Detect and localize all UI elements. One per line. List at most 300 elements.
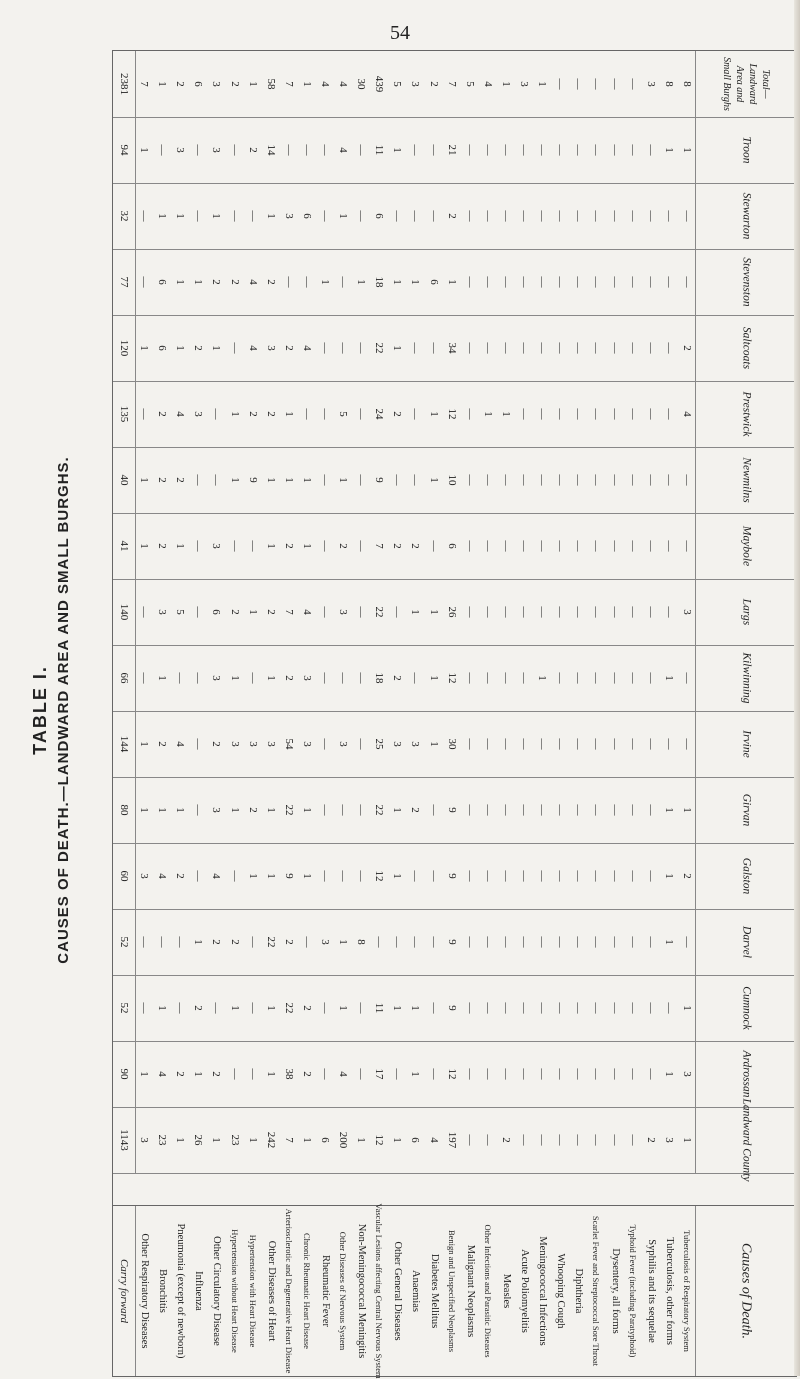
table-cell: [280, 117, 298, 183]
cell-value: 1: [680, 1005, 693, 1011]
table-cell: [352, 249, 370, 315]
cell-value: 1: [499, 411, 512, 417]
cell-value: 2: [228, 609, 241, 615]
cell-value: 4: [156, 1071, 169, 1077]
cell-value: 22: [373, 342, 386, 354]
table-cell: [370, 579, 388, 645]
cell-value: —: [481, 606, 494, 618]
cell-value: 2: [391, 675, 404, 681]
table-cell: [425, 909, 443, 975]
table-cell: [298, 249, 316, 315]
table-cell: [443, 117, 461, 183]
cell-value: —: [590, 474, 603, 486]
cell-value: 10: [445, 474, 458, 486]
cell-value: —: [680, 210, 693, 222]
table-cell: [515, 117, 533, 183]
cell-value: —: [662, 540, 675, 552]
row-header: [695, 909, 796, 975]
cell-value: 2: [156, 411, 169, 417]
cell-value: 1: [409, 279, 422, 285]
cell-value: 1: [300, 807, 313, 813]
cell-value: 4: [174, 741, 187, 747]
cell-value: —: [554, 870, 567, 882]
cause-label: Acute Poliomyelitis: [519, 1249, 531, 1333]
table-cell: [660, 1041, 678, 1107]
cell-value: —: [662, 342, 675, 354]
row-header: [695, 117, 796, 183]
table-cell: [352, 183, 370, 249]
table-cell: [334, 51, 352, 117]
cell-value: 1: [337, 477, 350, 483]
cell-value: 3: [300, 741, 313, 747]
table-row: [113, 975, 796, 1042]
cell-value: —: [626, 1002, 639, 1014]
cause-label-cell: [497, 1206, 515, 1376]
cell-value: 18: [373, 276, 386, 288]
table-cell: [479, 843, 497, 909]
table-cell: [461, 975, 479, 1041]
cell-value: —: [572, 474, 585, 486]
cell-value: —: [463, 672, 476, 684]
table-cell: [298, 711, 316, 777]
table-cell: [642, 117, 660, 183]
table-cell: [587, 183, 605, 249]
table-cell: [660, 447, 678, 513]
cell-value: —: [300, 936, 313, 948]
cell-value: —: [572, 936, 585, 948]
cell-value: —: [391, 1068, 404, 1080]
cause-label-cell: [443, 1206, 461, 1376]
table-cell: [587, 513, 605, 579]
table-cell: [280, 711, 298, 777]
cell-value: —: [590, 672, 603, 684]
cause-label-cell: [678, 1206, 696, 1376]
cause-label: Malignant Neoplasms: [464, 1244, 476, 1338]
table-cell: [135, 975, 153, 1041]
table-cell: [425, 381, 443, 447]
cell-value: 4: [156, 873, 169, 879]
table-cell: [606, 1107, 624, 1173]
table-cell: [479, 975, 497, 1041]
row-total-cell: [113, 579, 136, 645]
table-cell: [280, 975, 298, 1041]
table-cell: [207, 711, 225, 777]
cell-value: 9: [445, 939, 458, 945]
cell-value: —: [554, 1134, 567, 1146]
table-cell: [388, 51, 406, 117]
table-cell: [443, 843, 461, 909]
table-cell: [189, 447, 207, 513]
table-cell: [497, 249, 515, 315]
table-cell: [244, 843, 262, 909]
cell-value: —: [536, 540, 549, 552]
table-cell: [479, 117, 497, 183]
cell-value: 14: [264, 144, 277, 156]
row-header-label: Largs: [740, 598, 753, 626]
row-total-cell: [113, 909, 136, 975]
table-cell: [678, 1041, 696, 1107]
cell-value: —: [680, 936, 693, 948]
table-cell: [244, 777, 262, 843]
table-cell: [642, 777, 660, 843]
table-cell: [533, 909, 551, 975]
table-cell: [153, 843, 171, 909]
cause-label: Typhoid Fever (including Paratyphoid): [627, 1224, 638, 1358]
table-cell: [406, 975, 424, 1041]
table-cell: [443, 447, 461, 513]
cell-value: —: [680, 474, 693, 486]
table-cell: [479, 513, 497, 579]
table-cell: [189, 909, 207, 975]
carry-forward: Carry forward: [118, 1258, 130, 1324]
cause-label-cell: [461, 1206, 479, 1376]
cell-value: —: [427, 870, 440, 882]
cell-value: —: [662, 1002, 675, 1014]
row-header: [695, 777, 796, 843]
table-cell: [515, 513, 533, 579]
cell-value: —: [427, 936, 440, 948]
cause-label: Other General Diseases: [392, 1241, 404, 1341]
cell-value: 8: [680, 81, 693, 87]
cell-value: 1: [264, 477, 277, 483]
cell-value: 1: [680, 1137, 693, 1143]
cell-value: 2: [264, 609, 277, 615]
table-cell: [443, 909, 461, 975]
row-header-label: Galston: [740, 857, 753, 895]
table-cell: [515, 1041, 533, 1107]
row-total: 135: [118, 405, 130, 423]
table-cell: [153, 975, 171, 1041]
cell-value: —: [590, 606, 603, 618]
row-total: 120: [118, 339, 130, 357]
cell-value: —: [536, 606, 549, 618]
cell-value: 1: [210, 1137, 223, 1143]
row-header: [695, 579, 796, 645]
table-cell: [316, 315, 334, 381]
cell-value: —: [192, 144, 205, 156]
table-cell: [551, 645, 569, 711]
cell-value: —: [590, 540, 603, 552]
table-cell: [551, 381, 569, 447]
cell-value: —: [626, 606, 639, 618]
cell-value: 17: [373, 1068, 386, 1080]
cell-value: 9: [246, 477, 259, 483]
table-cell: [569, 777, 587, 843]
table-cell: [280, 381, 298, 447]
cell-value: —: [572, 672, 585, 684]
cell-value: 3: [337, 741, 350, 747]
table-cell: [153, 51, 171, 117]
cause-label: Influenza: [193, 1271, 205, 1311]
cell-value: —: [518, 738, 531, 750]
row-header-label: Stewarton: [740, 192, 753, 240]
table-cell: [316, 711, 334, 777]
cell-value: —: [228, 144, 241, 156]
table-cell: [370, 447, 388, 513]
cell-value: 1: [174, 279, 187, 285]
cell-value: 12: [445, 408, 458, 420]
table-cell: [497, 51, 515, 117]
table-cell: [135, 315, 153, 381]
table-cell: [425, 1107, 443, 1173]
table-cell: [388, 117, 406, 183]
cell-value: 2: [409, 807, 422, 813]
table-cell: [189, 1041, 207, 1107]
row-header: [695, 513, 796, 579]
cell-value: —: [138, 672, 151, 684]
row-total: 140: [118, 603, 130, 621]
table-cell: [189, 645, 207, 711]
cause-label-cell: [207, 1206, 225, 1376]
table-cell: [678, 183, 696, 249]
table-title-block: [22, 300, 80, 1120]
row-total-cell: [113, 1041, 136, 1107]
table-row: [113, 117, 796, 184]
table-cell: [334, 381, 352, 447]
table-cell: [569, 1107, 587, 1173]
row-total-cell: [113, 183, 136, 249]
table-cell: [678, 381, 696, 447]
cause-label: Chronic Rheumatic Heart Disease: [301, 1233, 312, 1349]
cell-value: 4: [337, 147, 350, 153]
cell-value: 3: [264, 741, 277, 747]
cell-value: 6: [445, 543, 458, 549]
table-row: [113, 183, 796, 250]
table-cell: [642, 447, 660, 513]
cell-value: 38: [282, 1068, 295, 1080]
row-total: 66: [118, 672, 130, 684]
cell-value: —: [481, 276, 494, 288]
table-cell: [135, 579, 153, 645]
table-cell: [225, 183, 243, 249]
cell-value: —: [572, 1134, 585, 1146]
table-cell: [678, 975, 696, 1041]
cell-value: —: [680, 738, 693, 750]
cell-value: 1: [391, 807, 404, 813]
cell-value: 1: [680, 147, 693, 153]
table-cell: [334, 645, 352, 711]
table-row: [113, 51, 796, 118]
table-cell: [425, 183, 443, 249]
cell-value: 1: [174, 543, 187, 549]
cell-value: 3: [192, 411, 205, 417]
row-total-cell: [113, 1107, 136, 1173]
table-cell: [225, 975, 243, 1041]
table-row: [113, 909, 796, 976]
table-cell: [587, 843, 605, 909]
row-header-label: Saltcoats: [740, 326, 753, 370]
cell-value: —: [680, 276, 693, 288]
row-header: [695, 381, 796, 447]
cell-value: 3: [282, 213, 295, 219]
row-total: 80: [118, 804, 130, 816]
cause-label: Measles: [500, 1273, 512, 1309]
cell-value: —: [319, 210, 331, 222]
table-cell: [225, 513, 243, 579]
cause-label: Bronchitis: [157, 1269, 169, 1313]
cell-value: 1: [264, 213, 277, 219]
cell-value: 3: [300, 675, 313, 681]
table-cell: [678, 645, 696, 711]
cell-value: —: [246, 936, 259, 948]
table-cell: [624, 1107, 642, 1173]
cell-value: —: [463, 540, 476, 552]
cell-value: —: [644, 1002, 657, 1014]
cell-value: —: [499, 144, 512, 156]
table-cell: [153, 777, 171, 843]
table-cell: [298, 579, 316, 645]
cell-value: —: [518, 540, 531, 552]
cell-value: —: [626, 78, 639, 90]
cell-value: —: [554, 540, 567, 552]
table-cell: [334, 711, 352, 777]
table-cell: [189, 249, 207, 315]
table-cell: [678, 315, 696, 381]
row-header: [695, 315, 796, 381]
table-cell: [189, 513, 207, 579]
table-cell: [624, 117, 642, 183]
cell-value: —: [409, 210, 422, 222]
cell-value: —: [481, 1002, 494, 1014]
cell-value: 1: [300, 81, 313, 87]
table-cell: [515, 975, 533, 1041]
row-total: 90: [118, 1068, 130, 1080]
cell-value: —: [626, 672, 639, 684]
table-cell: [606, 645, 624, 711]
table-cell: [280, 645, 298, 711]
table-cell: [388, 315, 406, 381]
cell-value: —: [644, 1068, 657, 1080]
cell-value: 1: [662, 675, 675, 681]
cell-value: —: [355, 540, 368, 552]
cell-value: 2: [391, 411, 404, 417]
cell-value: —: [626, 144, 639, 156]
cell-value: —: [499, 672, 512, 684]
table-cell: [207, 51, 225, 117]
table-cell: [569, 909, 587, 975]
table-cell: [153, 447, 171, 513]
cell-value: —: [210, 474, 223, 486]
table-cell: [443, 513, 461, 579]
cell-value: —: [554, 78, 567, 90]
table-cell: [406, 645, 424, 711]
table-cell: [479, 645, 497, 711]
table-cell: [479, 381, 497, 447]
cell-value: 1: [228, 1005, 241, 1011]
table-cell: [171, 51, 189, 117]
table-cell: [298, 117, 316, 183]
cell-value: —: [590, 276, 603, 288]
cell-value: —: [319, 540, 331, 552]
cell-value: —: [427, 540, 440, 552]
cell-value: —: [608, 1134, 621, 1146]
cell-value: —: [572, 870, 585, 882]
cell-value: —: [246, 1068, 259, 1080]
table-cell: [135, 711, 153, 777]
cell-value: —: [662, 276, 675, 288]
cell-value: —: [572, 78, 585, 90]
table-cell: [189, 51, 207, 117]
cause-label-cell: [624, 1206, 642, 1376]
cell-value: —: [554, 936, 567, 948]
cell-value: —: [427, 1068, 440, 1080]
cell-value: —: [427, 342, 440, 354]
cell-value: 2: [210, 741, 223, 747]
table-cell: [624, 579, 642, 645]
cell-value: 6: [192, 81, 205, 87]
table-cell: [606, 1041, 624, 1107]
cell-value: —: [409, 936, 422, 948]
table-cell: [207, 117, 225, 183]
cell-value: 1: [138, 543, 151, 549]
table-cell: [135, 447, 153, 513]
cell-value: 2: [246, 807, 259, 813]
table-cell: [624, 909, 642, 975]
table-cell: [533, 843, 551, 909]
table-cell: [569, 117, 587, 183]
table-cell: [171, 777, 189, 843]
cause-label: Whooping Cough: [555, 1253, 567, 1329]
cell-value: —: [554, 408, 567, 420]
cause-label-cell: [479, 1206, 497, 1376]
table-cell: [533, 711, 551, 777]
table-cell: [642, 315, 660, 381]
table-cell: [624, 447, 642, 513]
cell-value: —: [572, 738, 585, 750]
table-cell: [587, 447, 605, 513]
cell-value: —: [626, 540, 639, 552]
table-cell: [443, 579, 461, 645]
cell-value: 1: [662, 807, 675, 813]
cell-value: —: [192, 738, 205, 750]
table-cell: [678, 909, 696, 975]
cell-value: —: [300, 276, 313, 288]
cause-label: Other Diseases of Heart: [265, 1240, 277, 1342]
table-cell: [171, 1107, 189, 1173]
table-cell: [425, 513, 443, 579]
table-cell: [569, 975, 587, 1041]
table-cell: [352, 975, 370, 1041]
cell-value: —: [608, 870, 621, 882]
cell-value: 2: [409, 543, 422, 549]
table-cell: [334, 315, 352, 381]
cell-value: —: [499, 342, 512, 354]
cell-value: 22: [282, 1002, 295, 1014]
table-cell: [515, 249, 533, 315]
table-cell: [352, 513, 370, 579]
table-cell: [171, 315, 189, 381]
row-total: 52: [118, 936, 130, 948]
cause-label-cell: [587, 1206, 605, 1376]
cell-value: —: [536, 738, 549, 750]
cell-value: 2: [246, 147, 259, 153]
table-cell: [334, 909, 352, 975]
cell-value: 1: [391, 345, 404, 351]
cell-value: —: [319, 1002, 331, 1014]
table-cell: [352, 1107, 370, 1173]
cell-value: 2: [282, 345, 295, 351]
cell-value: —: [662, 606, 675, 618]
table-cell: [153, 1041, 171, 1107]
table-cell: [225, 315, 243, 381]
cell-value: 3: [264, 345, 277, 351]
cell-value: 197: [445, 1131, 458, 1149]
cell-value: 1: [156, 81, 169, 87]
cell-value: —: [138, 210, 151, 222]
cell-value: —: [463, 804, 476, 816]
cell-value: 12: [373, 870, 386, 882]
table-cell: [551, 777, 569, 843]
